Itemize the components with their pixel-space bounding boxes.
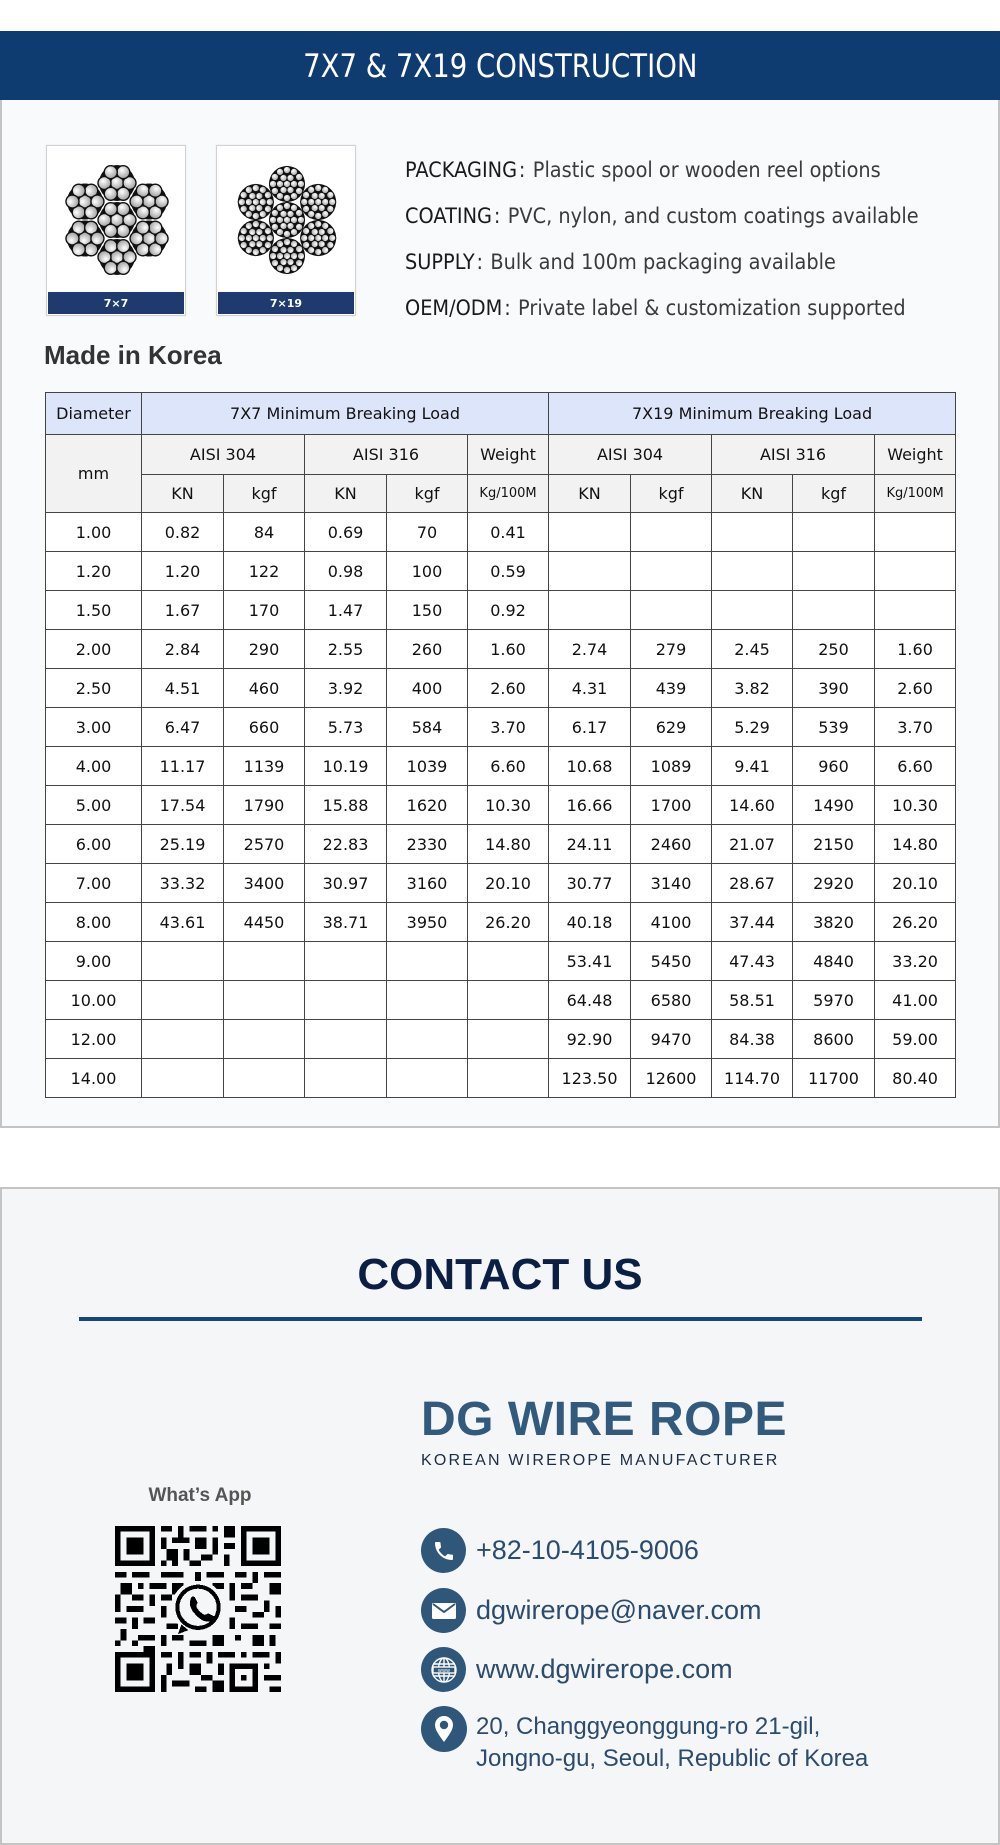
header-unit-kn: KN: [549, 475, 631, 513]
value-cell: 10.30: [875, 786, 956, 825]
value-cell: 21.07: [712, 825, 793, 864]
location-pin-icon: [421, 1706, 467, 1752]
value-cell: 3820: [793, 903, 875, 942]
value-cell: [549, 591, 631, 630]
value-cell: [631, 513, 712, 552]
feature-packaging: PACKAGING: Plastic spool or wooden reel options: [405, 158, 881, 182]
value-cell: [305, 1059, 387, 1098]
diameter-cell: 10.00: [46, 981, 142, 1020]
value-cell: 17.54: [142, 786, 224, 825]
value-cell: 4.51: [142, 669, 224, 708]
contact-website[interactable]: [421, 1647, 733, 1692]
address-line-1: 20, Changgyeonggung-ro 21-gil,: [476, 1713, 821, 1740]
header-diameter: Diameter: [46, 393, 142, 435]
table-row: [46, 552, 956, 591]
header-unit-kn: KN: [305, 475, 387, 513]
value-cell: [468, 942, 549, 981]
value-cell: 3950: [387, 903, 468, 942]
diameter-cell: 8.00: [46, 903, 142, 942]
value-cell: 14.60: [712, 786, 793, 825]
value-cell: 1039: [387, 747, 468, 786]
value-cell: [549, 513, 631, 552]
thumbnail-caption: 7×7: [48, 292, 184, 314]
feature-value: Plastic spool or wooden reel options: [532, 158, 881, 182]
value-cell: 0.69: [305, 513, 387, 552]
header-unit-kgf: kgf: [224, 475, 305, 513]
contact-phone[interactable]: [421, 1528, 699, 1573]
value-cell: 5.73: [305, 708, 387, 747]
value-cell: 25.19: [142, 825, 224, 864]
value-cell: 0.82: [142, 513, 224, 552]
feature-key: PACKAGING: [405, 158, 518, 182]
header-unit-weight: Kg/100M: [468, 475, 549, 513]
value-cell: 47.43: [712, 942, 793, 981]
header-unit-kgf: kgf: [793, 475, 875, 513]
value-cell: 4450: [224, 903, 305, 942]
value-cell: [793, 513, 875, 552]
feature-value: Bulk and 100m packaging available: [490, 250, 836, 274]
value-cell: 4.31: [549, 669, 631, 708]
value-cell: 100: [387, 552, 468, 591]
value-cell: [793, 552, 875, 591]
value-cell: 33.32: [142, 864, 224, 903]
value-cell: 1139: [224, 747, 305, 786]
phone-icon: [421, 1528, 466, 1573]
diameter-cell: 9.00: [46, 942, 142, 981]
feature-key: OEM/ODM: [405, 296, 503, 320]
value-cell: 629: [631, 708, 712, 747]
feature-supply: SUPPLY: Bulk and 100m packaging available: [405, 250, 836, 274]
value-cell: 260: [387, 630, 468, 669]
table-row: [46, 513, 956, 552]
value-cell: 3140: [631, 864, 712, 903]
thumbnail-7x19: [216, 145, 356, 316]
value-cell: [142, 981, 224, 1020]
value-cell: 92.90: [549, 1020, 631, 1059]
value-cell: 1620: [387, 786, 468, 825]
value-cell: 80.40: [875, 1059, 956, 1098]
header-7x19-group: 7X19 Minimum Breaking Load: [549, 393, 956, 435]
diameter-cell: 12.00: [46, 1020, 142, 1059]
value-cell: 22.83: [305, 825, 387, 864]
diameter-cell: 1.50: [46, 591, 142, 630]
value-cell: 40.18: [549, 903, 631, 942]
feature-value: Private label & customization supported: [518, 296, 906, 320]
contact-title: CONTACT US: [357, 1250, 643, 1299]
table-row: [46, 786, 956, 825]
value-cell: [712, 552, 793, 591]
value-cell: 460: [224, 669, 305, 708]
globe-icon: [421, 1647, 466, 1692]
value-cell: 1.47: [305, 591, 387, 630]
value-cell: [875, 513, 956, 552]
feature-coating: COATING: PVC, nylon, and custom coatings available: [405, 204, 919, 228]
value-cell: 14.80: [875, 825, 956, 864]
value-cell: 53.41: [549, 942, 631, 981]
value-cell: 59.00: [875, 1020, 956, 1059]
value-cell: [549, 552, 631, 591]
wire-rope-7x19-icon: [217, 146, 357, 294]
value-cell: 5450: [631, 942, 712, 981]
value-cell: [468, 1059, 549, 1098]
header-unit-kgf: kgf: [387, 475, 468, 513]
value-cell: 64.48: [549, 981, 631, 1020]
header-diameter-unit: mm: [46, 435, 142, 513]
value-cell: [631, 552, 712, 591]
diameter-cell: 3.00: [46, 708, 142, 747]
value-cell: 2920: [793, 864, 875, 903]
header-7x7-weight: Weight: [468, 435, 549, 475]
value-cell: 5970: [793, 981, 875, 1020]
value-cell: 15.88: [305, 786, 387, 825]
value-cell: 4100: [631, 903, 712, 942]
value-cell: 2.45: [712, 630, 793, 669]
thumbnail-caption: 7×19: [218, 292, 354, 314]
header-unit-kn: KN: [142, 475, 224, 513]
table-row: [46, 981, 956, 1020]
header-unit-weight: Kg/100M: [875, 475, 956, 513]
value-cell: [387, 942, 468, 981]
value-cell: 1.67: [142, 591, 224, 630]
value-cell: 1490: [793, 786, 875, 825]
value-cell: [631, 591, 712, 630]
value-cell: 4840: [793, 942, 875, 981]
value-cell: 10.30: [468, 786, 549, 825]
value-cell: 33.20: [875, 942, 956, 981]
value-cell: 2.84: [142, 630, 224, 669]
section-banner: [0, 31, 1000, 100]
value-cell: [875, 552, 956, 591]
value-cell: 660: [224, 708, 305, 747]
divider: [79, 1317, 922, 1321]
header-7x7-group: 7X7 Minimum Breaking Load: [142, 393, 549, 435]
diameter-cell: 14.00: [46, 1059, 142, 1098]
header-7x7-aisi304: AISI 304: [142, 435, 305, 475]
value-cell: 3160: [387, 864, 468, 903]
value-cell: 20.10: [875, 864, 956, 903]
svg-text:www: www: [437, 1667, 450, 1674]
brand-tagline: KOREAN WIREROPE MANUFACTURER: [421, 1452, 780, 1469]
value-cell: 24.11: [549, 825, 631, 864]
value-cell: 1.60: [468, 630, 549, 669]
value-cell: [387, 981, 468, 1020]
value-cell: [305, 942, 387, 981]
value-cell: 11.17: [142, 747, 224, 786]
value-cell: 3.92: [305, 669, 387, 708]
header-unit-kgf: kgf: [631, 475, 712, 513]
value-cell: [142, 942, 224, 981]
value-cell: 1.20: [142, 552, 224, 591]
value-cell: 6.60: [875, 747, 956, 786]
thumbnail-7x7: [46, 145, 186, 316]
value-cell: 5.29: [712, 708, 793, 747]
value-cell: [712, 513, 793, 552]
value-cell: [142, 1059, 224, 1098]
value-cell: 26.20: [468, 903, 549, 942]
value-cell: 8600: [793, 1020, 875, 1059]
value-cell: 70: [387, 513, 468, 552]
value-cell: [305, 981, 387, 1020]
value-cell: 6.17: [549, 708, 631, 747]
feature-value: PVC, nylon, and custom coatings available: [507, 204, 919, 228]
diameter-cell: 5.00: [46, 786, 142, 825]
value-cell: 30.97: [305, 864, 387, 903]
value-cell: [875, 591, 956, 630]
diameter-cell: 1.00: [46, 513, 142, 552]
made-in-korea-heading: Made in Korea: [44, 340, 222, 370]
table-row: [46, 1020, 956, 1059]
value-cell: 170: [224, 591, 305, 630]
table-row: [46, 825, 956, 864]
value-cell: 123.50: [549, 1059, 631, 1098]
value-cell: 150: [387, 591, 468, 630]
table-row: [46, 864, 956, 903]
value-cell: 290: [224, 630, 305, 669]
value-cell: 1700: [631, 786, 712, 825]
value-cell: 12600: [631, 1059, 712, 1098]
header-row-units: [46, 475, 956, 513]
table-row: [46, 669, 956, 708]
value-cell: 1790: [224, 786, 305, 825]
value-cell: 0.59: [468, 552, 549, 591]
diameter-cell: 1.20: [46, 552, 142, 591]
table-row: [46, 708, 956, 747]
value-cell: 16.66: [549, 786, 631, 825]
value-cell: [142, 1020, 224, 1059]
value-cell: 1089: [631, 747, 712, 786]
banner-title: 7X7 & 7X19 CONSTRUCTION: [302, 46, 698, 85]
value-cell: 6580: [631, 981, 712, 1020]
header-7x19-aisi316: AISI 316: [712, 435, 875, 475]
value-cell: 9470: [631, 1020, 712, 1059]
header-7x19-aisi304: AISI 304: [549, 435, 712, 475]
email-address[interactable]: dgwirerope@naver.com: [476, 1595, 762, 1625]
email-icon: [421, 1588, 466, 1633]
value-cell: 26.20: [875, 903, 956, 942]
value-cell: 3.70: [875, 708, 956, 747]
value-cell: 390: [793, 669, 875, 708]
value-cell: [224, 1020, 305, 1059]
value-cell: [468, 981, 549, 1020]
header-unit-kn: KN: [712, 475, 793, 513]
diameter-cell: 2.50: [46, 669, 142, 708]
value-cell: 539: [793, 708, 875, 747]
value-cell: 0.98: [305, 552, 387, 591]
value-cell: 584: [387, 708, 468, 747]
value-cell: 2330: [387, 825, 468, 864]
value-cell: 1.60: [875, 630, 956, 669]
value-cell: 960: [793, 747, 875, 786]
value-cell: 2.74: [549, 630, 631, 669]
header-row-grades: [46, 435, 956, 475]
value-cell: 14.80: [468, 825, 549, 864]
diameter-cell: 6.00: [46, 825, 142, 864]
value-cell: 3.70: [468, 708, 549, 747]
value-cell: 3.82: [712, 669, 793, 708]
value-cell: 114.70: [712, 1059, 793, 1098]
value-cell: 439: [631, 669, 712, 708]
contact-email[interactable]: [421, 1588, 762, 1633]
phone-number[interactable]: +82-10-4105-9006: [476, 1535, 699, 1565]
value-cell: 3400: [224, 864, 305, 903]
table-row: [46, 903, 956, 942]
value-cell: [387, 1059, 468, 1098]
value-cell: 6.47: [142, 708, 224, 747]
value-cell: [224, 1059, 305, 1098]
value-cell: 10.19: [305, 747, 387, 786]
feature-key: COATING: [405, 204, 492, 228]
value-cell: 2150: [793, 825, 875, 864]
value-cell: 38.71: [305, 903, 387, 942]
diameter-cell: 4.00: [46, 747, 142, 786]
value-cell: 41.00: [875, 981, 956, 1020]
value-cell: 400: [387, 669, 468, 708]
value-cell: 10.68: [549, 747, 631, 786]
value-cell: 0.92: [468, 591, 549, 630]
feature-key: SUPPLY: [405, 250, 475, 274]
value-cell: 28.67: [712, 864, 793, 903]
value-cell: [387, 1020, 468, 1059]
value-cell: 2.55: [305, 630, 387, 669]
value-cell: 9.41: [712, 747, 793, 786]
value-cell: 43.61: [142, 903, 224, 942]
address-line-2: Jongno-gu, Seoul, Republic of Korea: [476, 1745, 869, 1772]
wire-rope-7x7-icon: [47, 146, 187, 294]
value-cell: 122: [224, 552, 305, 591]
brand-name: DG WIRE ROPE: [421, 1393, 788, 1446]
value-cell: [793, 591, 875, 630]
feature-oem: OEM/ODM: Private label & customization supported: [405, 296, 906, 320]
website-url[interactable]: www.dgwirerope.com: [476, 1654, 733, 1684]
whatsapp-label: What’s App: [148, 1485, 252, 1506]
address: [476, 1711, 868, 1775]
value-cell: 58.51: [712, 981, 793, 1020]
value-cell: [468, 1020, 549, 1059]
value-cell: 84.38: [712, 1020, 793, 1059]
value-cell: 0.41: [468, 513, 549, 552]
value-cell: 2.60: [468, 669, 549, 708]
breaking-load-table: [45, 392, 956, 1098]
value-cell: 250: [793, 630, 875, 669]
header-7x7-aisi316: AISI 316: [305, 435, 468, 475]
table-row: [46, 630, 956, 669]
diameter-cell: 7.00: [46, 864, 142, 903]
value-cell: 279: [631, 630, 712, 669]
table-row: [46, 942, 956, 981]
value-cell: 20.10: [468, 864, 549, 903]
value-cell: 6.60: [468, 747, 549, 786]
value-cell: [224, 981, 305, 1020]
value-cell: 37.44: [712, 903, 793, 942]
value-cell: [305, 1020, 387, 1059]
value-cell: [712, 591, 793, 630]
value-cell: 2.60: [875, 669, 956, 708]
header-7x19-weight: Weight: [875, 435, 956, 475]
table-row: [46, 591, 956, 630]
value-cell: 11700: [793, 1059, 875, 1098]
value-cell: 2570: [224, 825, 305, 864]
whatsapp-qr-code[interactable]: [115, 1526, 281, 1692]
value-cell: 84: [224, 513, 305, 552]
table-row: [46, 1059, 956, 1098]
value-cell: [224, 942, 305, 981]
value-cell: 2460: [631, 825, 712, 864]
value-cell: 30.77: [549, 864, 631, 903]
diameter-cell: 2.00: [46, 630, 142, 669]
table-row: [46, 747, 956, 786]
header-row-groups: [46, 393, 956, 435]
feature-list: [405, 147, 995, 331]
